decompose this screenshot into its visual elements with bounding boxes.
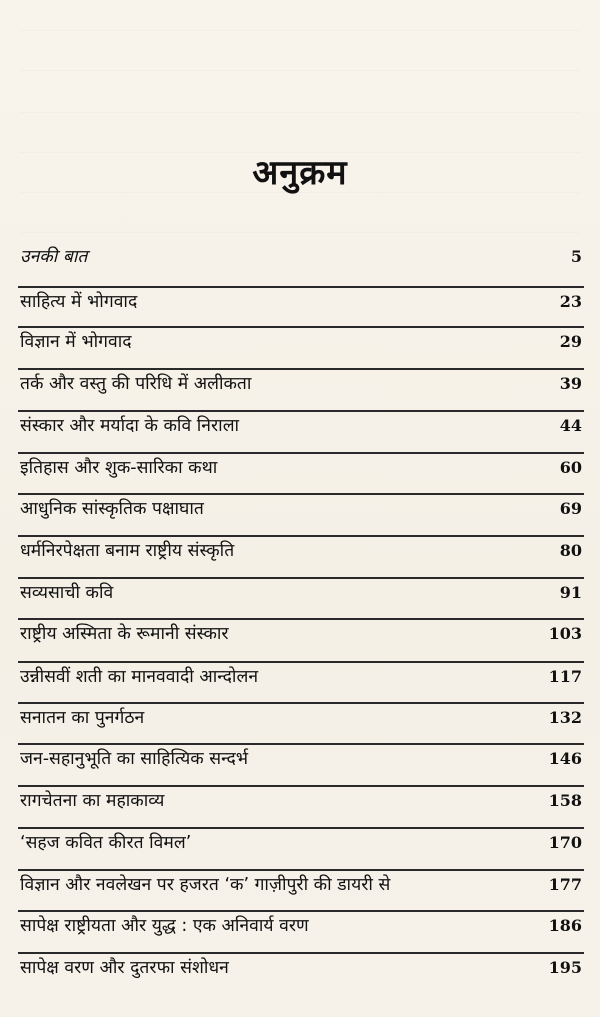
toc-entry-title: सव्यसाची कवि [20,583,114,603]
toc-entry[interactable] [18,495,584,525]
toc-entry-page: 60 [559,458,582,477]
entry-divider [18,702,584,704]
entry-divider [18,368,584,370]
toc-entry-title: उन्नीसवीं शती का मानववादी आन्दोलन [20,667,259,687]
entry-divider [18,785,584,787]
toc-entry[interactable] [18,829,584,859]
toc-entry-title: विज्ञान और नवलेखन पर हजरत ‘क’ गाज़ीपुरी की डायरी से [20,875,391,895]
toc-entry[interactable] [18,243,584,273]
toc-entry-title: तर्क और वस्तु की परिधि में अलीकता [20,374,252,394]
toc-entry-title: संस्कार और मर्यादा के कवि निराला [20,416,240,436]
toc-entry-page: 132 [548,708,582,727]
toc-entry[interactable] [18,288,584,318]
toc-entry[interactable] [18,871,584,901]
toc-entry-title: सनातन का पुनर्गठन [20,708,145,728]
toc-entry[interactable] [18,620,584,650]
toc-entry-page: 117 [548,667,582,686]
toc-entry[interactable] [18,412,584,442]
toc-entry-title: राष्ट्रीय अस्मिता के रूमानी संस्कार [20,624,229,644]
toc-entry-title: उनकी बात [20,247,88,267]
toc-entry-page: 186 [548,916,582,935]
toc-entry-page: 5 [570,247,582,266]
toc-entry-page: 44 [559,416,582,435]
entry-divider [18,869,584,871]
toc-entry[interactable] [18,745,584,775]
toc-entry-title: रागचेतना का महाकाव्य [20,791,165,811]
entry-divider [18,661,584,663]
entry-divider [18,743,584,745]
toc-entry-title: इतिहास और शुक-सारिका कथा [20,458,218,478]
toc-entry[interactable] [18,912,584,942]
entry-divider [18,286,584,288]
toc-entry-page: 69 [559,499,582,518]
toc-entry-title: आधुनिक सांस्कृतिक पक्षाघात [20,499,204,519]
entry-divider [18,618,584,620]
entry-divider [18,535,584,537]
toc-entry-page: 195 [548,958,582,977]
toc-entry-title: धर्मनिरपेक्षता बनाम राष्ट्रीय संस्कृति [20,541,235,561]
toc-entry-page: 158 [548,791,582,810]
toc-entry-page: 146 [548,749,582,768]
toc-entry[interactable] [18,787,584,817]
entry-divider [18,410,584,412]
toc-entry-page: 103 [548,624,582,643]
toc-entry-page: 80 [559,541,582,560]
toc-entry-page: 177 [548,875,582,894]
entry-divider [18,493,584,495]
toc-heading: अनुक्रम [252,153,348,193]
toc-entry-title: जन-सहानुभूति का साहित्यिक सन्दर्भ [20,749,249,769]
toc-entry[interactable] [18,370,584,400]
toc-entry[interactable] [18,954,584,984]
entry-divider [18,827,584,829]
toc-entry[interactable] [18,328,584,358]
toc-entry-title: ‘सहज कवित कीरत विमल’ [20,833,192,853]
entry-divider [18,326,584,328]
toc-entry-page: 39 [559,374,582,393]
entry-divider [18,910,584,912]
toc-entry-title: सापेक्ष राष्ट्रीयता और युद्ध : एक अनिवार्य वरण [20,916,309,936]
toc-entry-page: 91 [559,583,582,602]
toc-entry[interactable] [18,704,584,734]
toc-entry-title: साहित्य में भोगवाद [20,292,138,312]
entry-divider [18,577,584,579]
entry-divider [18,452,584,454]
toc-entry[interactable] [18,537,584,567]
toc-entry[interactable] [18,663,584,693]
toc-entry-title: सापेक्ष वरण और दुतरफा संशोधन [20,958,229,978]
toc-entry-page: 170 [548,833,582,852]
entry-divider [18,952,584,954]
toc-entry[interactable] [18,454,584,484]
toc-entry-title: विज्ञान में भोगवाद [20,332,132,352]
toc-entry-page: 29 [559,332,582,351]
toc-entry-page: 23 [559,292,582,311]
toc-entry[interactable] [18,579,584,609]
